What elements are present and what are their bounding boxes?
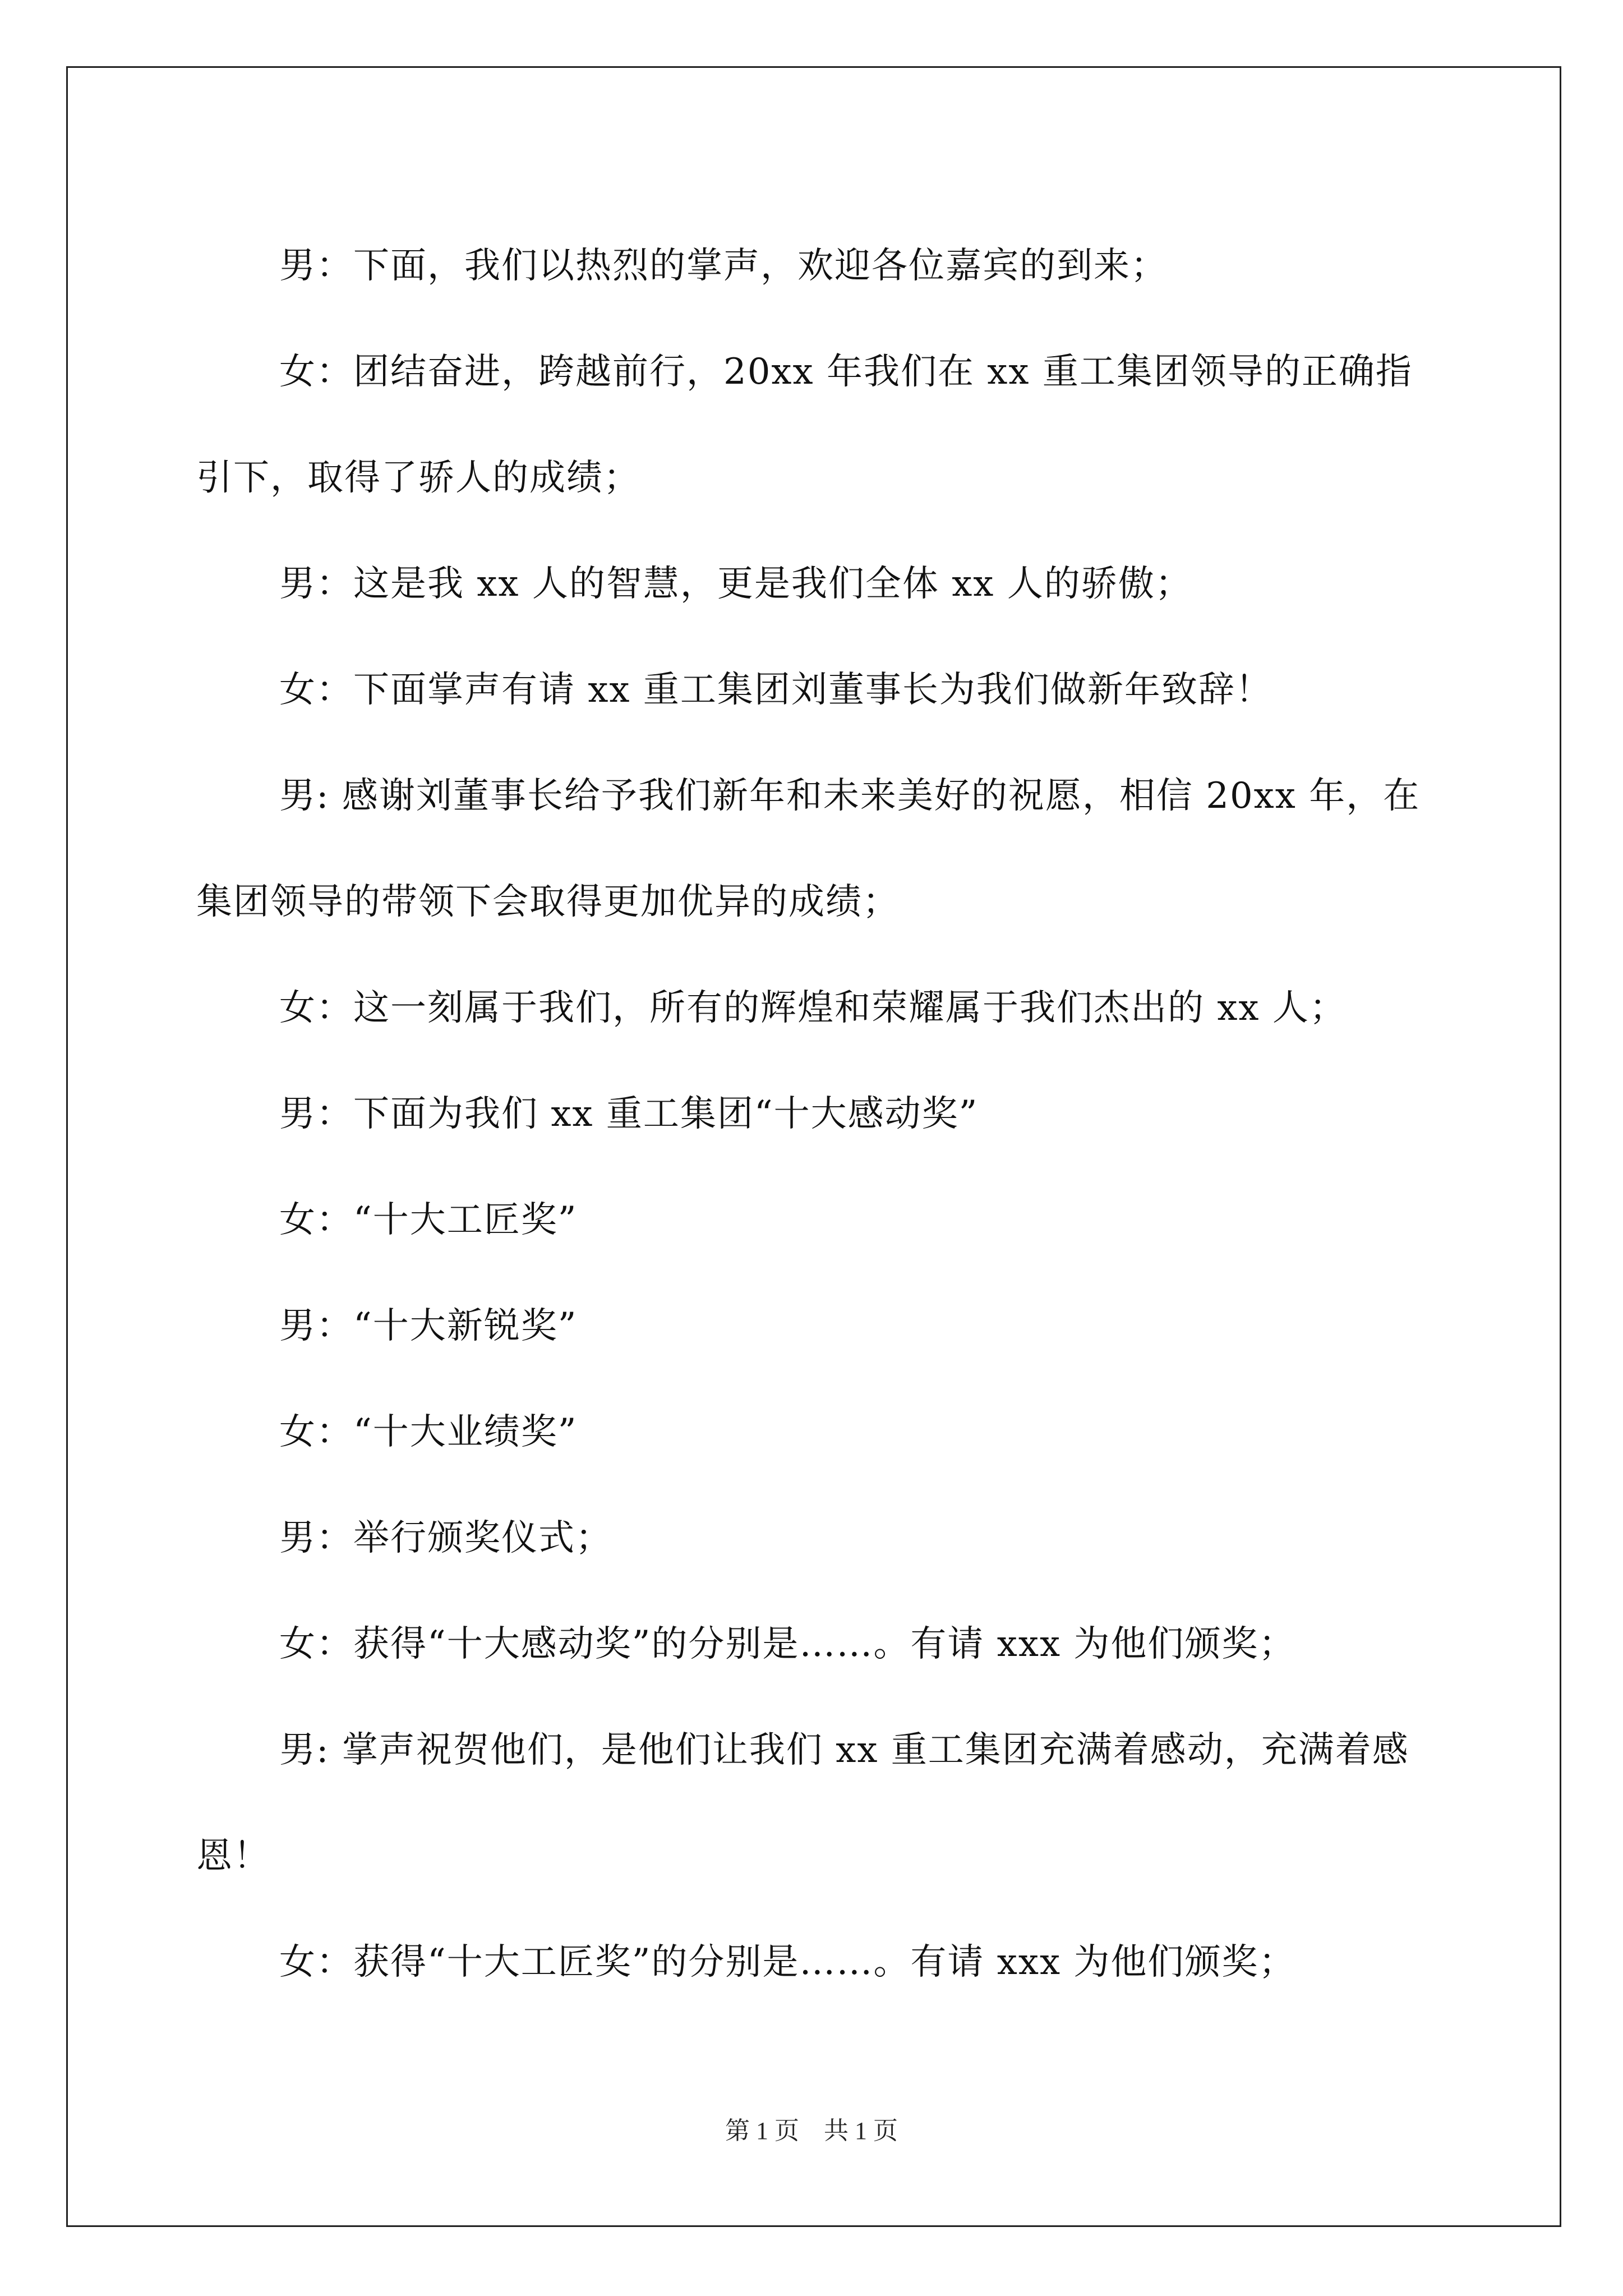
paragraph: 女：下面掌声有请 xx 重工集团刘董事长为我们做新年致辞！: [279, 669, 1272, 711]
paragraph: 男: 感谢刘董事长给予我们新年和未来美好的祝愿，相信 20xx 年，在集团领导的带领下会取得更加优异的成绩；: [196, 775, 1421, 923]
paragraph: 女：团结奋进，跨越前行，20xx 年我们在 xx 重工集团领导的正确指引下，取得了骄人的成绩；: [196, 351, 1413, 499]
paragraph: 男: 掌声祝贺他们，是他们让我们 xx 重工集团充满着感动，充满着感恩！: [196, 1729, 1409, 1877]
paragraph: 男：这是我 xx 人的智慧，更是我们全体 xx 人的骄傲；: [279, 563, 1192, 605]
paragraph: 男：下面，我们以热烈的掌声，欢迎各位嘉宾的到来；: [279, 245, 1168, 287]
paragraph: 女：“十大业绩奖”: [279, 1411, 578, 1453]
document-body: [196, 213, 1430, 2016]
paragraph: 女：这一刻属于我们，所有的辉煌和荣耀属于我们杰出的 xx 人；: [279, 987, 1347, 1029]
paragraph: 女：获得“十大工匠奖”的分别是……。有请 xxx 为他们颁奖；: [279, 1941, 1296, 1983]
paragraph: 女：获得“十大感动奖”的分别是……。有请 xxx 为他们颁奖；: [279, 1623, 1296, 1665]
paragraph: 男：下面为我们 xx 重工集团“十大感动奖”: [279, 1093, 979, 1135]
page-number-footer: 第 1 页 共 1 页: [725, 2117, 898, 2145]
paragraph: 女：“十大工匠奖”: [279, 1199, 578, 1241]
paragraph: 男：“十大新锐奖”: [279, 1305, 578, 1347]
paragraph: 男：举行颁奖仪式；: [279, 1517, 612, 1559]
